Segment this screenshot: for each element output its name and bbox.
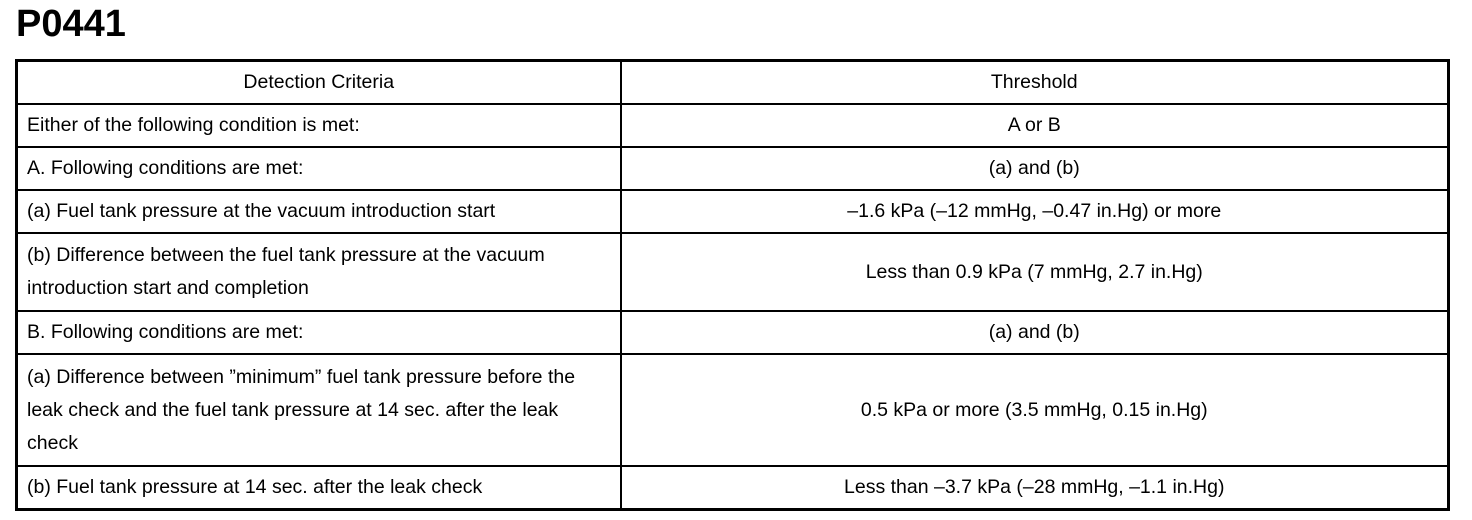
threshold-cell: A or B [621, 104, 1449, 147]
criteria-cell: A. Following conditions are met: [17, 147, 621, 190]
table-row [17, 233, 1449, 311]
table-row [17, 190, 1449, 233]
column-header-detection-criteria: Detection Criteria [17, 61, 621, 105]
column-header-threshold: Threshold [621, 61, 1449, 105]
threshold-cell: Less than 0.9 kPa (7 mmHg, 2.7 in.Hg) [621, 233, 1449, 311]
table-row [17, 311, 1449, 354]
table-row [17, 147, 1449, 190]
criteria-cell: B. Following conditions are met: [17, 311, 621, 354]
page-title: P0441 [16, 3, 126, 45]
threshold-cell: –1.6 kPa (–12 mmHg, –0.47 in.Hg) or more [621, 190, 1449, 233]
criteria-cell: (a) Difference between ”minimum” fuel tank pressure before the leak check and the fuel tank pressure at 14 sec. after the leak check [17, 354, 621, 466]
criteria-cell: (b) Fuel tank pressure at 14 sec. after the leak check [17, 466, 621, 510]
table-row [17, 104, 1449, 147]
table-row [17, 354, 1449, 466]
criteria-cell: (a) Fuel tank pressure at the vacuum introduction start [17, 190, 621, 233]
threshold-cell: (a) and (b) [621, 311, 1449, 354]
threshold-cell: Less than –3.7 kPa (–28 mmHg, –1.1 in.Hg) [621, 466, 1449, 510]
table-row [17, 466, 1449, 510]
detection-criteria-table [15, 59, 1450, 511]
criteria-cell: (b) Difference between the fuel tank pressure at the vacuum introduction start and completion [17, 233, 621, 311]
table-header-row [17, 61, 1449, 105]
criteria-cell: Either of the following condition is met: [17, 104, 621, 147]
threshold-cell: (a) and (b) [621, 147, 1449, 190]
threshold-cell: 0.5 kPa or more (3.5 mmHg, 0.15 in.Hg) [621, 354, 1449, 466]
